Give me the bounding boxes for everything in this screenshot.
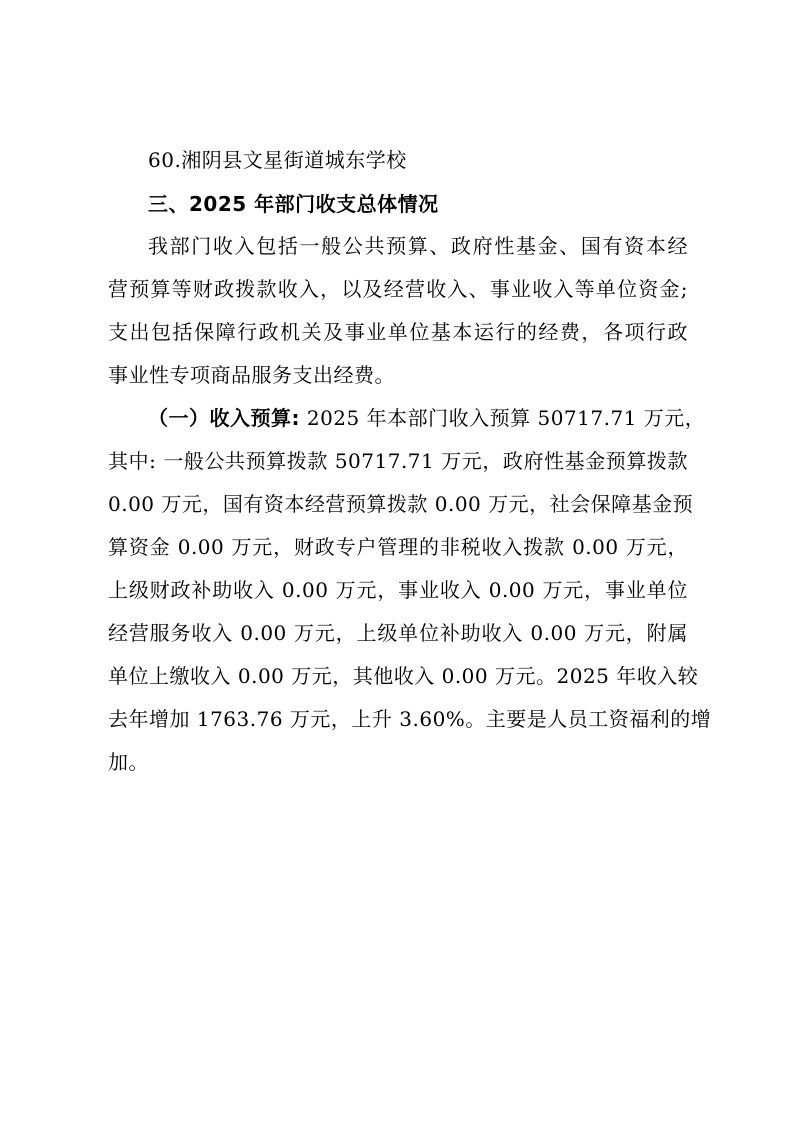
paragraph-line: 事业性专项商品服务支出经费。 (108, 363, 395, 387)
paragraph-line: 算资金 0.00 万元，财政专户管理的非税收入拨款 0.00 万元， (108, 535, 688, 559)
paragraph-line: 0.00 万元，国有资本经营预算拨款 0.00 万元，社会保障基金预 (108, 492, 694, 516)
income-budget-label: （一）收入预算: (148, 406, 300, 430)
paragraph-line: 经营服务收入 0.00 万元，上级单位补助收入 0.00 万元，附属 (108, 621, 688, 645)
paragraph-line: 上级财政补助收入 0.00 万元，事业收入 0.00 万元，事业单位 (108, 578, 688, 602)
paragraph-line: 营预算等财政拨款收入，以及经营收入、事业收入等单位资金; (108, 277, 688, 301)
paragraph-line: 去年增加 1763.76 万元，上升 3.60%。主要是人员工资福利的增 (108, 707, 712, 731)
paragraph-line (148, 404, 706, 432)
paragraph-line: 单位上缴收入 0.00 万元，其他收入 0.00 万元。2025 年收入较 (108, 664, 699, 688)
paragraph-line: 其中: 一般公共预算拨款 50717.71 万元，政府性基金预算拨款 (108, 449, 688, 473)
paragraph-line: 我部门收入包括一般公共预算、政府性基金、国有资本经 (148, 234, 688, 258)
paragraph-text: 2025 年本部门收入预算 50717.71 万元， (300, 406, 706, 430)
list-item-60: 60.湘阴县文星街道城东学校 (148, 148, 407, 172)
section-heading: 三、2025 年部门收支总体情况 (148, 192, 439, 216)
paragraph-line: 支出包括保障行政机关及事业单位基本运行的经费，各项行政 (108, 320, 688, 344)
paragraph-line: 加。 (108, 750, 149, 774)
